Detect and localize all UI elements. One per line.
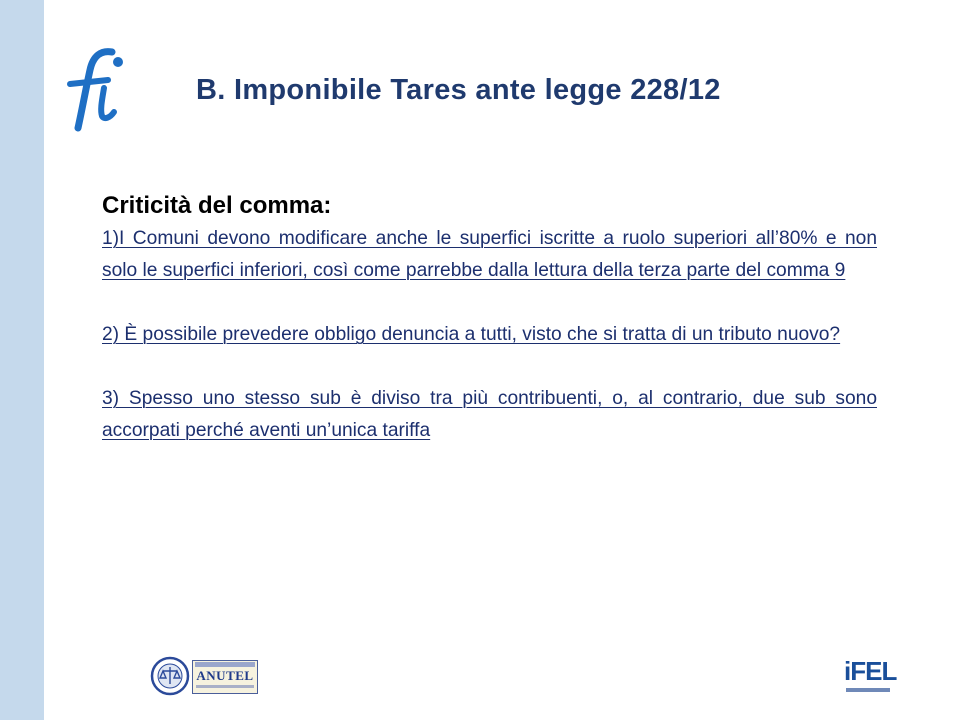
ifel-logo — [844, 656, 914, 700]
anutel-banner — [192, 660, 258, 694]
point-2: 2) È possibile prevedere obbligo denuncia a tutti, visto che si tratta di un tributo nuovo? — [102, 324, 841, 346]
point-1: 1)I Comuni devono modificare anche le superfici iscritte a ruolo superiori all’80% e non solo le superfici inferiori, così come parrebbe dalla lettura della terza parte del comma 9 — [102, 228, 877, 282]
fi-logo-icon — [56, 40, 136, 140]
slide-title: B. Imponibile Tares ante legge 228/12 — [196, 74, 721, 106]
spacer — [102, 287, 877, 319]
anutel-logo — [150, 656, 260, 696]
ifel-wordmark: iFEL — [844, 656, 897, 686]
side-band — [0, 0, 44, 720]
anutel-emblem-icon — [150, 656, 190, 696]
banner-decoration — [196, 685, 254, 688]
anutel-wordmark: ANUTEL — [196, 668, 254, 683]
ifel-subtitle-decoration — [846, 688, 890, 692]
content-block — [102, 190, 877, 447]
banner-decoration — [195, 662, 255, 667]
point-3: 3) Spesso uno stesso sub è diviso tra più contribuenti, o, al contrario, due sub sono accorpati perché aventi un’unica tariffa — [102, 388, 877, 442]
section-heading: Criticità del comma: — [102, 192, 332, 219]
spacer — [102, 351, 877, 383]
